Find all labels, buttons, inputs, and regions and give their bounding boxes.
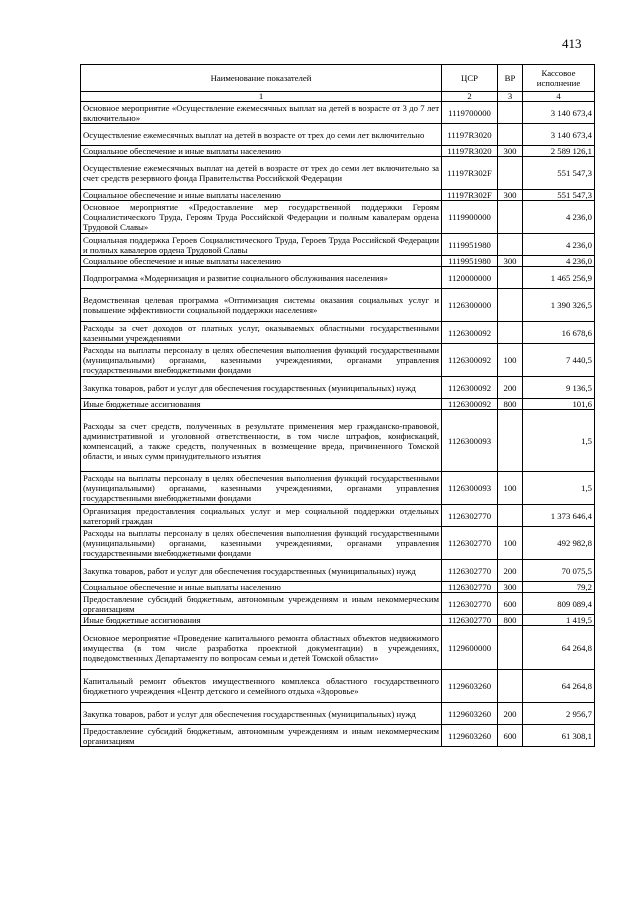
header-csr: ЦСР <box>442 65 498 92</box>
row-vr: 300 <box>498 190 523 201</box>
row-name: Предоставление субсидий бюджетным, автономным учреждениям и иным некоммерческим организациям <box>81 725 442 747</box>
row-name: Предоставление субсидий бюджетным, автономным учреждениям и иным некоммерческим организациям <box>81 593 442 615</box>
row-vr: 600 <box>498 725 523 747</box>
row-name: Капитальный ремонт объектов имущественного комплекса областного государственного бюджетного учреждения «Центр детского и семейного отдыха «Здоровье» <box>81 670 442 703</box>
row-csr: 1126302770 <box>442 527 498 560</box>
header-row <box>81 65 595 92</box>
row-csr: 1126302770 <box>442 582 498 593</box>
column-number: 2 <box>442 92 498 102</box>
table-row <box>81 267 595 289</box>
table-row <box>81 399 595 410</box>
row-vr: 300 <box>498 146 523 157</box>
row-vr: 800 <box>498 615 523 626</box>
row-vr <box>498 124 523 146</box>
table-row <box>81 725 595 747</box>
table-row <box>81 190 595 201</box>
row-csr: 1126300092 <box>442 377 498 399</box>
row-vr: 100 <box>498 344 523 377</box>
row-name: Иные бюджетные ассигнования <box>81 399 442 410</box>
row-vr: 100 <box>498 527 523 560</box>
row-name: Социальное обеспечение и иные выплаты населению <box>81 582 442 593</box>
row-vr <box>498 626 523 670</box>
row-csr: 1126300000 <box>442 289 498 322</box>
row-amount: 1 419,5 <box>523 615 595 626</box>
table-row <box>81 626 595 670</box>
row-vr <box>498 670 523 703</box>
row-csr: 1126302770 <box>442 505 498 527</box>
row-name: Расходы за счет доходов от платных услуг, оказываемых областными государственными казенными учреждениями <box>81 322 442 344</box>
row-amount: 551 547,3 <box>523 157 595 190</box>
row-vr: 600 <box>498 593 523 615</box>
row-amount: 2 956,7 <box>523 703 595 725</box>
table-row <box>81 703 595 725</box>
row-name: Основное мероприятие «Предоставление мер государственной поддержки Героям Социалистического Труда, Героям Труда Российской Федерации и полным кавалерам ордена Трудовой Славы» <box>81 201 442 234</box>
table-row <box>81 410 595 472</box>
table-row <box>81 344 595 377</box>
budget-table <box>80 64 595 747</box>
row-csr: 1126302770 <box>442 560 498 582</box>
row-name: Организация предоставления социальных услуг и мер социальной поддержки отдельных категорий граждан <box>81 505 442 527</box>
row-csr: 1126302770 <box>442 593 498 615</box>
row-csr: 1120000000 <box>442 267 498 289</box>
page-number: 413 <box>562 36 582 51</box>
row-name: Закупка товаров, работ и услуг для обеспечения государственных (муниципальных) нужд <box>81 703 442 725</box>
table-row <box>81 201 595 234</box>
row-csr: 1126300093 <box>442 472 498 505</box>
row-name: Социальная поддержка Героев Социалистического Труда, Героев Труда Российской Федерации и полных кавалеров ордена Трудовой Славы <box>81 234 442 256</box>
row-csr: 1126300092 <box>442 344 498 377</box>
row-name: Иные бюджетные ассигнования <box>81 615 442 626</box>
table-row <box>81 527 595 560</box>
row-vr <box>498 505 523 527</box>
table-row <box>81 256 595 267</box>
row-csr: 1129600000 <box>442 626 498 670</box>
row-name: Осуществление ежемесячных выплат на детей в возрасте от трех до семи лет включительно <box>81 124 442 146</box>
row-csr: 1126300092 <box>442 322 498 344</box>
row-amount: 64 264,8 <box>523 626 595 670</box>
column-number-row <box>81 92 595 102</box>
table-row <box>81 670 595 703</box>
row-vr <box>498 267 523 289</box>
column-number: 1 <box>81 92 442 102</box>
row-amount: 492 982,8 <box>523 527 595 560</box>
table-row <box>81 289 595 322</box>
table-row <box>81 157 595 190</box>
row-csr: 1129603260 <box>442 670 498 703</box>
table-row <box>81 472 595 505</box>
row-csr: 1129603260 <box>442 725 498 747</box>
row-name: Расходы на выплаты персоналу в целях обеспечения выполнения функций государственными (муниципальными) органами, казенными учреждениями, органами управления государственными внебюджетными фондами <box>81 472 442 505</box>
row-amount: 1 465 256,9 <box>523 267 595 289</box>
table-body <box>81 102 595 747</box>
row-name: Осуществление ежемесячных выплат на детей в возрасте от трех до семи лет включительно за счет средств резервного фонда Правительства Российской Федерации <box>81 157 442 190</box>
row-name: Закупка товаров, работ и услуг для обеспечения государственных (муниципальных) нужд <box>81 560 442 582</box>
row-csr: 11197R3020 <box>442 124 498 146</box>
row-vr <box>498 234 523 256</box>
row-name: Основное мероприятие «Проведение капитального ремонта областных объектов недвижимого имущества (в том числе разработка проектной документации) в учреждениях, подведомственных Департаменту по вопросам семьи и детей Томской области» <box>81 626 442 670</box>
row-vr: 200 <box>498 703 523 725</box>
row-vr <box>498 410 523 472</box>
row-amount: 4 236,0 <box>523 256 595 267</box>
row-vr <box>498 157 523 190</box>
row-vr: 800 <box>498 399 523 410</box>
row-amount: 809 089,4 <box>523 593 595 615</box>
table-row <box>81 322 595 344</box>
row-csr: 11197R3020 <box>442 146 498 157</box>
table-row <box>81 234 595 256</box>
row-amount: 4 236,0 <box>523 201 595 234</box>
row-name: Основное мероприятие «Осуществление ежемесячных выплат на детей в возрасте от 3 до 7 лет включительно» <box>81 102 442 124</box>
table-row <box>81 582 595 593</box>
table-row <box>81 560 595 582</box>
row-name: Закупка товаров, работ и услуг для обеспечения государственных (муниципальных) нужд <box>81 377 442 399</box>
row-name: Ведомственная целевая программа «Оптимизация системы оказания социальных услуг и повышение эффективности социальной поддержки населения» <box>81 289 442 322</box>
row-vr: 200 <box>498 560 523 582</box>
row-vr <box>498 102 523 124</box>
table-row <box>81 615 595 626</box>
row-csr: 1126302770 <box>442 615 498 626</box>
row-name: Расходы на выплаты персоналу в целях обеспечения выполнения функций государственными (муниципальными) органами, казенными учреждениями, органами управления государственными внебюджетными фондами <box>81 527 442 560</box>
row-csr: 1126300092 <box>442 399 498 410</box>
row-name: Расходы за счет средств, полученных в результате применения мер гражданско-правовой, административной и уголовной ответственности, в том числе штрафов, конфискаций, компенсаций, а также средств, полученных в возмещение вреда, причиненного Томской области, и иных сумм принудительного изъятия <box>81 410 442 472</box>
row-amount: 64 264,8 <box>523 670 595 703</box>
row-csr: 1119900000 <box>442 201 498 234</box>
row-csr: 1119951980 <box>442 234 498 256</box>
row-vr <box>498 289 523 322</box>
header-name: Наименование показателей <box>81 65 442 92</box>
table-row <box>81 593 595 615</box>
row-amount: 101,6 <box>523 399 595 410</box>
table-row <box>81 146 595 157</box>
row-amount: 3 140 673,4 <box>523 102 595 124</box>
table-row <box>81 102 595 124</box>
table-row <box>81 505 595 527</box>
row-amount: 1,5 <box>523 472 595 505</box>
row-vr: 100 <box>498 472 523 505</box>
row-vr: 300 <box>498 256 523 267</box>
row-amount: 4 236,0 <box>523 234 595 256</box>
row-csr: 1119951980 <box>442 256 498 267</box>
row-name: Социальное обеспечение и иные выплаты населению <box>81 190 442 201</box>
header-amount: Кассовое исполнение <box>523 65 595 92</box>
row-amount: 1,5 <box>523 410 595 472</box>
row-amount: 9 136,5 <box>523 377 595 399</box>
row-csr: 1126300093 <box>442 410 498 472</box>
row-vr <box>498 201 523 234</box>
row-amount: 1 373 646,4 <box>523 505 595 527</box>
row-vr <box>498 322 523 344</box>
row-vr: 300 <box>498 582 523 593</box>
row-name: Социальное обеспечение и иные выплаты населению <box>81 146 442 157</box>
row-amount: 7 440,5 <box>523 344 595 377</box>
row-amount: 551 547,3 <box>523 190 595 201</box>
row-csr: 1129603260 <box>442 703 498 725</box>
row-amount: 3 140 673,4 <box>523 124 595 146</box>
row-amount: 16 678,6 <box>523 322 595 344</box>
row-name: Подпрограмма «Модернизация и развитие социального обслуживания населения» <box>81 267 442 289</box>
column-number: 3 <box>498 92 523 102</box>
row-csr: 11197R302F <box>442 190 498 201</box>
row-amount: 61 308,1 <box>523 725 595 747</box>
header-vr: ВР <box>498 65 523 92</box>
column-number: 4 <box>523 92 595 102</box>
row-amount: 70 075,5 <box>523 560 595 582</box>
row-amount: 2 589 126,1 <box>523 146 595 157</box>
table-row <box>81 124 595 146</box>
row-name: Расходы на выплаты персоналу в целях обеспечения выполнения функций государственными (муниципальными) органами, казенными учреждениями, органами управления государственными внебюджетными фондами <box>81 344 442 377</box>
row-vr: 200 <box>498 377 523 399</box>
table-row <box>81 377 595 399</box>
row-amount: 1 390 326,5 <box>523 289 595 322</box>
row-amount: 79,2 <box>523 582 595 593</box>
row-csr: 11197R302F <box>442 157 498 190</box>
row-name: Социальное обеспечение и иные выплаты населению <box>81 256 442 267</box>
row-csr: 1119700000 <box>442 102 498 124</box>
